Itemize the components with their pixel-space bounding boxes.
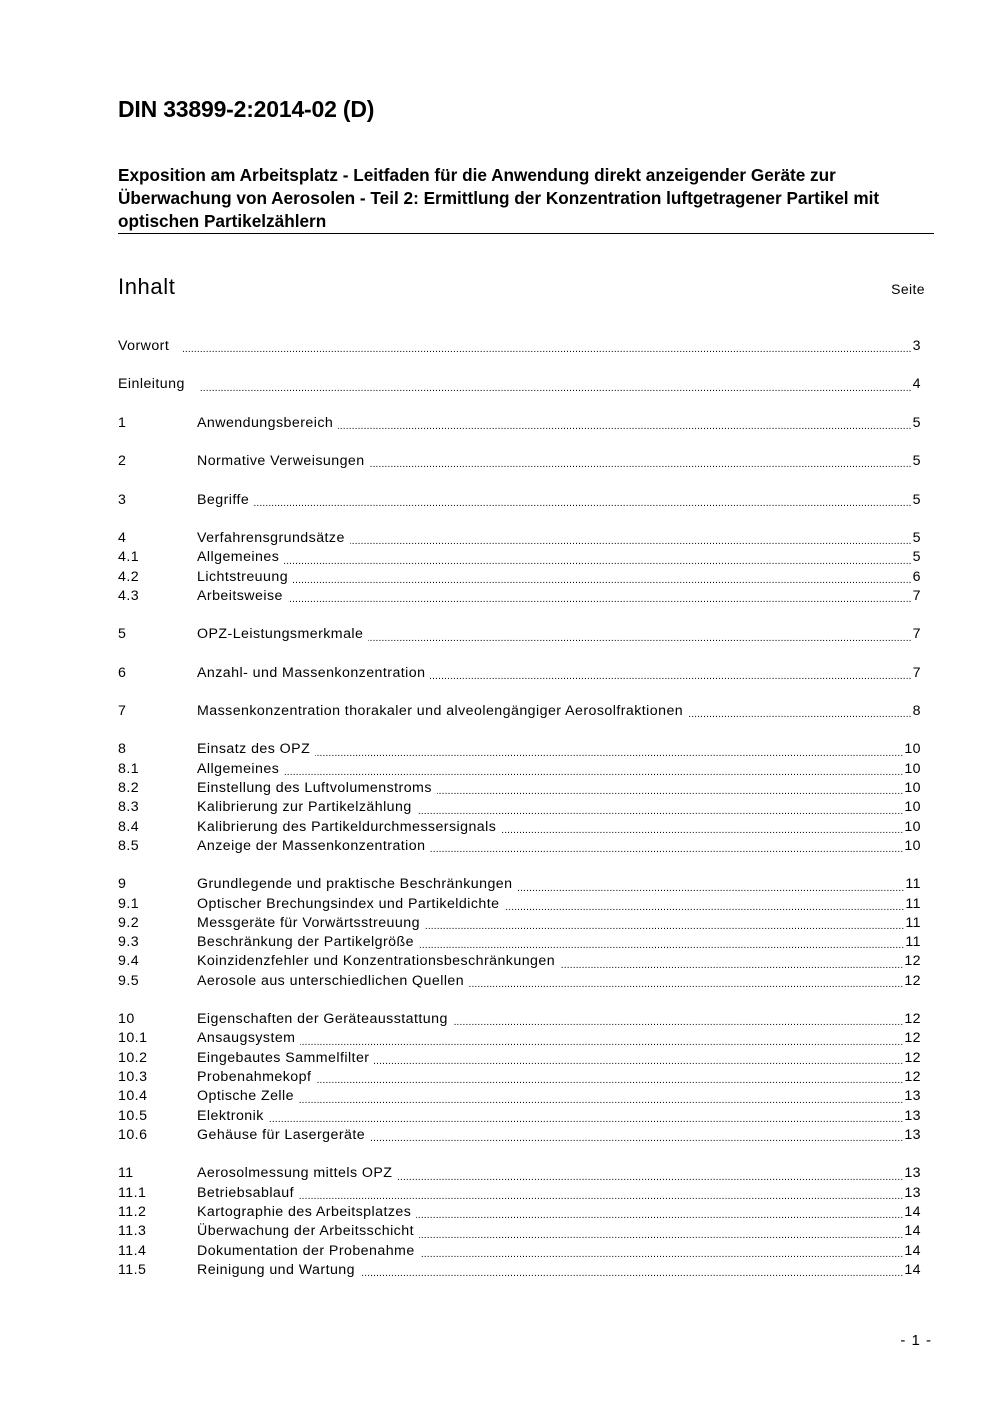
toc-entry-label: Überwachung der Arbeitsschicht	[197, 1223, 414, 1240]
toc-heading: Inhalt	[118, 274, 176, 299]
toc-entry[interactable]	[118, 1165, 921, 1184]
toc-dot-leader	[416, 1206, 903, 1223]
toc-dot-leader	[300, 1033, 903, 1050]
toc-dot-leader	[453, 1013, 904, 1030]
toc-dot-leader	[517, 879, 904, 896]
toc-entry-page: 12	[904, 953, 921, 970]
toc-entry-number: 10.6	[118, 1126, 148, 1143]
toc-entry-label: Elektronik	[197, 1107, 264, 1124]
document-title: Exposition am Arbeitsplatz - Leitfaden für die Anwendung direkt anzeigender Geräte zur Überwachung von Aerosolen - Teil 2: Ermittlung der Konzentration luftgetragener Partikel mit optischen Partikelzählern	[118, 165, 880, 231]
toc-entry-number: 11.4	[118, 1242, 147, 1259]
toc-entry-number: 9.3	[118, 934, 140, 951]
toc-entry-page: 14	[904, 1261, 921, 1278]
toc-entry[interactable]	[118, 665, 921, 684]
toc-entry-label: Aerosolmessung mittels OPZ	[197, 1165, 393, 1182]
toc-entry-page: 12	[904, 972, 921, 989]
toc-dot-leader	[501, 821, 903, 838]
toc-entry[interactable]	[118, 530, 921, 549]
toc-dot-leader	[430, 840, 903, 857]
toc-entry[interactable]	[118, 1185, 921, 1204]
toc-dot-leader	[199, 379, 912, 396]
toc-entry-number: 11	[118, 1165, 134, 1182]
toc-entry[interactable]	[118, 1223, 921, 1242]
toc-entry-number: 10.4	[118, 1088, 148, 1105]
toc-entry-label: Einstellung des Luftvolumenstroms	[197, 780, 432, 796]
toc-entry[interactable]	[118, 761, 921, 780]
toc-entry-page: 14	[904, 1223, 921, 1240]
toc-entry-label: Massenkonzentration thorakaler und alveolengängiger Aerosolfraktionen	[197, 703, 684, 720]
toc-entry[interactable]	[118, 453, 921, 472]
toc-entry-page: 13	[904, 1088, 921, 1105]
toc-entry-number: 8	[118, 741, 127, 758]
toc-entry-page: 11	[905, 934, 921, 951]
toc-entry-number: 2	[118, 453, 127, 470]
toc-entry-label: Allgemeines	[197, 549, 280, 566]
toc-entry-number: 5	[118, 626, 127, 643]
toc-dot-leader	[183, 340, 911, 357]
toc-entry[interactable]	[118, 741, 921, 760]
toc-entry[interactable]	[118, 1088, 921, 1107]
toc-dot-leader	[368, 629, 911, 646]
toc-entry-label: Vorwort	[118, 338, 170, 354]
toc-dot-leader	[299, 1187, 903, 1204]
toc-entry-label: Kartographie des Arbeitsplatzes	[197, 1203, 412, 1220]
toc-entry-number: 10	[118, 1011, 135, 1028]
toc-entry-page: 13	[904, 1184, 921, 1201]
toc-dot-leader	[360, 1264, 903, 1281]
toc-entry-label: Dokumentation der Probenahme	[197, 1242, 415, 1259]
toc-dot-leader	[284, 763, 903, 780]
toc-entry-number: 10.2	[118, 1049, 148, 1066]
toc-entry-number: 4.1	[118, 549, 140, 566]
toc-dot-leader	[420, 1245, 904, 1262]
toc-entry-page: 12	[904, 1030, 921, 1047]
toc-entry-page: 14	[904, 1203, 921, 1220]
toc-entry-label: Anzeige der Massenkonzentration	[197, 837, 426, 854]
toc-entry-page: 7	[912, 626, 921, 643]
toc-dot-leader	[430, 667, 911, 684]
toc-entry-number: 10.3	[118, 1069, 148, 1086]
toc-entry-label: Allgemeines	[197, 760, 280, 777]
toc-entry[interactable]	[118, 1108, 921, 1127]
toc-entry[interactable]	[118, 973, 921, 992]
toc-entry[interactable]	[118, 415, 921, 434]
toc-dot-leader	[419, 936, 904, 953]
toc-entry[interactable]	[118, 376, 921, 395]
page-number: - 1 -	[900, 1332, 932, 1349]
toc-entry-number: 9.5	[118, 972, 140, 989]
toc-entry-number: 11.1	[118, 1184, 147, 1201]
toc-entry[interactable]	[118, 588, 921, 607]
toc-entry-number: 8.1	[118, 760, 140, 777]
toc-entry[interactable]	[118, 492, 921, 511]
toc-entry[interactable]	[118, 896, 921, 915]
toc-entry-number: 4.2	[118, 568, 140, 585]
toc-entry-page: 10	[904, 799, 921, 816]
toc-dot-leader	[397, 1168, 903, 1185]
toc-entry-number: 11.5	[118, 1261, 147, 1278]
toc-entry-label: Anwendungsbereich	[197, 414, 334, 431]
toc-entry-page: 5	[912, 529, 921, 546]
toc-entry[interactable]	[118, 1262, 921, 1281]
toc-entry-label: Probenahmekopf	[197, 1069, 312, 1086]
toc-entry-page: 7	[912, 587, 921, 604]
toc-entry[interactable]	[118, 626, 921, 645]
toc-entry[interactable]	[118, 703, 921, 722]
toc-entry[interactable]	[118, 953, 921, 972]
document-number: DIN 33899-2:2014-02 (D)	[118, 96, 375, 122]
toc-page-column-label: Seite	[891, 281, 925, 297]
toc-entry-label: Arbeitsweise	[197, 587, 283, 604]
toc-entry-page: 12	[904, 1011, 921, 1028]
toc-entry-number: 1	[118, 414, 127, 431]
toc-dot-leader	[269, 1110, 904, 1127]
toc-entry-label: Begriffe	[197, 491, 250, 508]
toc-entry-page: 6	[912, 568, 921, 585]
toc-entry[interactable]	[118, 1050, 921, 1069]
toc-entry-number: 8.4	[118, 818, 140, 835]
toc-entry[interactable]	[118, 819, 921, 838]
toc-entry-page: 13	[904, 1126, 921, 1143]
toc-entry-page: 12	[904, 1049, 921, 1066]
toc-entry-label: Normative Verweisungen	[197, 453, 365, 470]
toc-entry-page: 12	[904, 1069, 921, 1086]
toc-entry-label: Verfahrensgrundsätze	[197, 529, 345, 546]
toc-entry-page: 14	[904, 1242, 921, 1259]
toc-entry-number: 3	[118, 491, 127, 508]
toc-entry-label: Reinigung und Wartung	[197, 1261, 355, 1278]
toc-entry-number: 6	[118, 664, 127, 681]
toc-entry-page: 10	[904, 760, 921, 777]
toc-dot-leader	[374, 1052, 903, 1069]
toc-dot-leader	[417, 802, 904, 819]
toc-entry-page: 10	[904, 818, 921, 835]
toc-dot-leader	[315, 744, 903, 761]
toc-entry[interactable]	[118, 915, 921, 934]
toc-dot-leader	[560, 956, 903, 973]
toc-entry-label: Koinzidenzfehler und Konzentrationsbeschränkungen	[197, 953, 556, 970]
toc-entry-label: Kalibrierung zur Partikelzählung	[197, 799, 412, 816]
toc-entry[interactable]	[118, 338, 921, 357]
toc-entry-page: 11	[905, 876, 921, 893]
toc-dot-leader	[688, 705, 912, 722]
toc-entry[interactable]	[118, 876, 921, 895]
toc-entry[interactable]	[118, 780, 921, 799]
toc-dot-leader	[350, 532, 912, 549]
toc-entry-label: Betriebsablauf	[197, 1184, 295, 1201]
toc-entry-label: Gehäuse für Lasergeräte	[197, 1126, 366, 1143]
toc-entry-label: Ansaugsystem	[197, 1030, 296, 1047]
toc-entry-number: 11.2	[118, 1203, 147, 1220]
toc-entry-label: Beschränkung der Partikelgröße	[197, 934, 414, 951]
toc-entry[interactable]	[118, 1011, 921, 1030]
toc-entry-page: 4	[912, 376, 921, 393]
toc-entry[interactable]	[118, 1069, 921, 1088]
toc-entry-page: 10	[904, 741, 921, 758]
toc-entry-page: 5	[912, 491, 921, 508]
toc-entry-page: 13	[904, 1165, 921, 1182]
toc-entry-number: 4	[118, 529, 127, 546]
toc-dot-leader	[316, 1071, 903, 1088]
toc-dot-leader	[437, 782, 903, 799]
toc-entry[interactable]	[118, 934, 921, 953]
toc-entry-page: 10	[904, 837, 921, 854]
toc-dot-leader	[288, 590, 912, 607]
toc-dot-leader	[419, 1226, 903, 1243]
toc-entry-number: 9	[118, 876, 127, 893]
toc-entry-number: 9.4	[118, 953, 140, 970]
toc-entry[interactable]	[118, 799, 921, 818]
toc-entry-label: Optische Zelle	[197, 1088, 294, 1105]
toc-entry-page: 13	[904, 1107, 921, 1124]
toc-dot-leader	[469, 975, 903, 992]
toc-entry-label: Lichtstreuung	[197, 568, 289, 585]
toc-entry-label: Kalibrierung des Partikeldurchmessersignals	[197, 818, 497, 835]
toc-dot-leader	[284, 552, 911, 569]
toc-entry-page: 3	[912, 338, 921, 354]
toc-dot-leader	[504, 898, 904, 915]
toc-entry-page: 5	[912, 453, 921, 470]
toc-entry-page: 11	[905, 914, 921, 931]
table-of-contents	[118, 338, 921, 1281]
toc-entry[interactable]	[118, 1127, 921, 1146]
toc-entry-number: 8.2	[118, 780, 140, 796]
toc-dot-leader	[338, 417, 911, 434]
toc-entry-label: Eingebautes Sammelfilter	[197, 1049, 370, 1066]
toc-dot-leader	[370, 455, 912, 472]
toc-dot-leader	[254, 494, 911, 511]
toc-entry-number: 9.2	[118, 914, 140, 931]
toc-entry[interactable]	[118, 838, 921, 857]
toc-entry-label: Aerosole aus unterschiedlichen Quellen	[197, 972, 465, 989]
toc-entry-page: 5	[912, 549, 921, 566]
toc-entry-number: 8.5	[118, 837, 140, 854]
toc-entry-number: 9.1	[118, 895, 140, 912]
toc-entry[interactable]	[118, 569, 921, 588]
toc-entry-label: Einleitung	[118, 376, 185, 393]
toc-entry-page: 11	[905, 895, 921, 912]
toc-entry-label: Einsatz des OPZ	[197, 741, 311, 758]
title-rule	[118, 233, 934, 234]
toc-entry-label: Optischer Brechungsindex und Partikeldichte	[197, 895, 500, 912]
toc-entry-page: 7	[912, 664, 921, 681]
toc-dot-leader	[293, 571, 912, 588]
toc-entry-page: 8	[912, 703, 921, 720]
toc-entry-number: 8.3	[118, 799, 140, 816]
toc-entry-number: 4.3	[118, 587, 140, 604]
toc-entry[interactable]	[118, 1030, 921, 1049]
toc-entry-page: 10	[904, 780, 921, 796]
toc-entry-number: 11.3	[118, 1223, 147, 1240]
toc-entry-label: OPZ-Leistungsmerkmale	[197, 626, 364, 643]
toc-entry[interactable]	[118, 549, 921, 568]
toc-entry-number: 7	[118, 703, 127, 720]
toc-dot-leader	[370, 1129, 903, 1146]
toc-entry-page: 5	[912, 414, 921, 431]
toc-entry-label: Anzahl- und Massenkonzentration	[197, 664, 426, 681]
toc-entry-label: Eigenschaften der Geräteausstattung	[197, 1011, 448, 1028]
toc-entry-label: Grundlegende und praktische Beschränkungen	[197, 876, 513, 893]
toc-entry-number: 10.5	[118, 1107, 148, 1124]
toc-entry-label: Messgeräte für Vorwärtsstreuung	[197, 914, 420, 931]
toc-entry[interactable]	[118, 1243, 921, 1262]
toc-dot-leader	[425, 917, 904, 934]
toc-entry-number: 10.1	[118, 1030, 148, 1047]
toc-entry[interactable]	[118, 1204, 921, 1223]
toc-dot-leader	[299, 1091, 903, 1108]
